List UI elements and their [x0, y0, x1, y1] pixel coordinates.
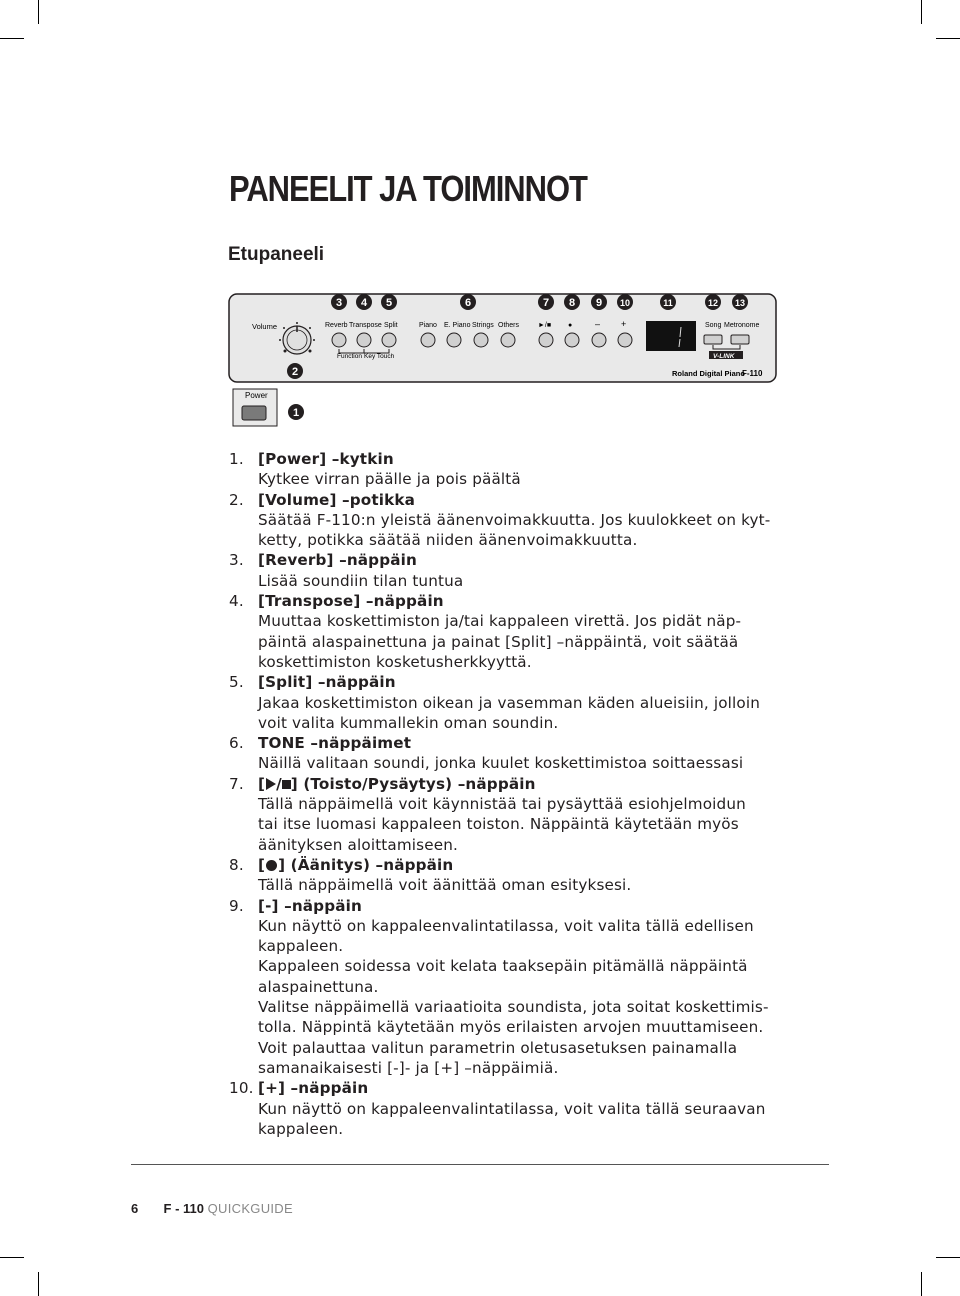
callout-number: 8: [568, 297, 576, 309]
crop-mark: [936, 1257, 960, 1258]
others-button: [501, 333, 515, 347]
item-text: Kun näyttö on kappaleenvalintatilassa, voit valita tällä edellisen: [258, 916, 754, 935]
item-text: Tällä näppäimellä voit käynnistää tai pysäyttää esiohjelmoidun: [258, 795, 746, 814]
item-number: 5.: [229, 673, 244, 692]
item-number: 3.: [229, 551, 244, 570]
play-stop-button: [539, 333, 553, 347]
led-display: [646, 321, 696, 351]
crop-mark: [38, 0, 39, 24]
plus-button: [618, 333, 632, 347]
epiano-button: [447, 333, 461, 347]
item-heading: [Volume] –potikka: [258, 490, 416, 509]
item-text: samanaikaisesti [-]- ja [+] –näppäimiä.: [258, 1058, 559, 1077]
transpose-label: Transpose: [349, 322, 382, 329]
item-text: koskettimiston kosketusherkkyyttä.: [258, 652, 532, 671]
item-heading: [Transpose] –näppäin: [258, 592, 444, 611]
item-heading: [Power] –kytkin: [258, 450, 394, 468]
item-heading: [Reverb] –näppäin: [258, 551, 417, 570]
callout-number: 5: [385, 297, 393, 309]
list-item: [229, 449, 789, 490]
item-heading: [+] –näppäin: [258, 1079, 369, 1098]
crop-mark: [0, 38, 24, 39]
item-number: 9.: [229, 896, 244, 915]
item-number: 8.: [229, 855, 244, 874]
item-text: tolla. Näppintä käytetään myös erilaisten arvojen muuttamiseen.: [258, 1018, 764, 1037]
item-text: Voit palauttaa valitun parametrin oletusasetuksen painamalla: [258, 1038, 738, 1057]
item-heading: TONE –näppäimet: [258, 734, 412, 753]
item-heading: [ / ] (Toisto/Pysäytys) –näppäin: [258, 774, 536, 793]
list-item: [229, 591, 789, 672]
split-label: Split: [384, 322, 398, 329]
callout-number: 2: [291, 366, 299, 378]
item-text: voit valita kummallekin oman soundin.: [258, 713, 559, 732]
callout-number: 9: [595, 297, 603, 309]
item-heading: [ ] (Äänitys) –näppäin: [258, 855, 454, 874]
reverb-button: [332, 333, 346, 347]
item-heading-suffix: ] (Äänitys) –näppäin: [278, 855, 454, 874]
metronome-label: Metronome: [724, 322, 760, 329]
song-button: [704, 335, 722, 344]
callout-number: 12: [707, 298, 719, 308]
rec-label: ●: [568, 322, 573, 329]
transpose-button: [357, 333, 371, 347]
power-label: Power: [245, 391, 268, 400]
model-label: F-110: [742, 369, 763, 378]
item-text: Kytkee virran päälle ja pois päältä: [258, 470, 521, 489]
page-title: PANEELIT JA TOIMINNOT: [229, 168, 587, 209]
page-number: 6: [131, 1201, 139, 1216]
item-number: 10.: [229, 1079, 254, 1098]
item-number: 1.: [229, 450, 244, 468]
item-number: 7.: [229, 774, 244, 793]
callout-number: 7: [542, 297, 550, 309]
section-subtitle: Etupaneeli: [228, 244, 325, 265]
item-text: Valitse näppäimellä variaatioita soundista, jota soitat koskettimis-: [258, 998, 769, 1017]
vlink-label: V-LINK: [713, 353, 735, 360]
item-number: 2.: [229, 490, 244, 509]
item-text: Säätää F-110:n yleistä äänenvoimakkuutta. Jos kuulokkeet on kyt-: [258, 510, 771, 529]
item-number: 6.: [229, 734, 244, 753]
footer-guide: QUICKGUIDE: [207, 1201, 293, 1216]
item-text: Kun näyttö on kappaleenvalintatilassa, voit valita tällä seuraavan: [258, 1099, 766, 1118]
callout-number: 11: [663, 298, 673, 308]
callout-number: 3: [335, 297, 343, 309]
list-item: [229, 672, 789, 733]
item-text: tai itse luomasi kappaleen toiston. Näppäintä käytetään myös: [258, 815, 739, 834]
list-item: [229, 855, 789, 896]
front-panel-diagram: [228, 290, 780, 430]
item-text: kappaleen.: [258, 937, 344, 956]
list-item: [229, 774, 789, 855]
crop-mark: [921, 0, 922, 24]
tone-label-epiano: E. Piano: [444, 322, 471, 329]
song-label: Song: [705, 322, 722, 329]
item-text: Näillä valitaan soundi, jonka kuulet koskettimistoa soittaessasi: [258, 754, 744, 773]
tone-label-strings: Strings: [472, 322, 494, 329]
stop-icon: [282, 780, 291, 789]
item-text: kappaleen.: [258, 1119, 344, 1138]
list-item: [229, 550, 789, 591]
item-text: Tällä näppäimellä voit äänittää oman esityksesi.: [258, 876, 632, 895]
item-heading: [Split] –näppäin: [258, 673, 396, 692]
item-text: Lisää soundiin tilan tuntua: [258, 571, 464, 590]
crop-mark: [936, 38, 960, 39]
crop-mark: [0, 1257, 24, 1258]
tone-label-others: Others: [498, 322, 520, 329]
item-text: äänityksen aloittamiseen.: [258, 835, 458, 854]
rec-button: [565, 333, 579, 347]
footer-rule: [131, 1164, 829, 1165]
item-number: 4.: [229, 592, 244, 611]
list-item: [229, 1078, 789, 1139]
item-heading: [-] –näppäin: [258, 896, 362, 915]
item-text: päintä alaspainettuna ja painat [Split] –näppäintä, voit säätää: [258, 632, 739, 651]
callout-number: 4: [360, 297, 368, 309]
crop-mark: [921, 1272, 922, 1296]
list-item: [229, 733, 789, 774]
tone-label-piano: Piano: [419, 322, 437, 329]
item-text: ketty, potikka säätää niiden äänenvoimakkuutta.: [258, 531, 638, 550]
footer-model: F - 110: [163, 1201, 204, 1216]
function-label: Function: [337, 353, 362, 360]
plus-label: +: [621, 319, 627, 329]
key-touch-label: Key Touch: [364, 353, 395, 360]
list-item: [229, 896, 789, 1079]
power-button: [242, 406, 266, 420]
play-stop-label: ►/■: [538, 322, 552, 329]
function-list: [229, 449, 789, 1139]
callout-number: 13: [734, 298, 746, 308]
strings-button: [474, 333, 488, 347]
volume-label: Volume: [252, 322, 278, 331]
list-item: [229, 490, 789, 551]
page-footer: [131, 1201, 293, 1216]
item-text: Jakaa koskettimiston oikean ja vasemman käden alueisiin, jolloin: [258, 693, 760, 712]
minus-label: –: [595, 319, 601, 329]
item-heading-suffix: ] (Toisto/Pysäytys) –näppäin: [290, 774, 536, 793]
callout-number: 6: [464, 297, 472, 309]
reverb-label: Reverb: [325, 322, 348, 329]
crop-mark: [38, 1272, 39, 1296]
callout-number: 1: [292, 407, 300, 419]
item-text: Muuttaa koskettimiston ja/tai kappaleen virettä. Jos pidät näp-: [258, 612, 742, 631]
split-button: [382, 333, 396, 347]
callout-number: 10: [619, 298, 631, 308]
item-text: Kappaleen soidessa voit kelata taaksepäin pitämällä näppäintä: [258, 957, 748, 976]
item-text: alaspainettuna.: [258, 977, 379, 996]
play-icon: [266, 778, 276, 790]
metronome-button: [731, 335, 749, 344]
minus-button: [592, 333, 606, 347]
record-icon: [266, 860, 277, 871]
brand-label: Roland Digital Piano: [672, 369, 745, 378]
piano-button: [421, 333, 435, 347]
